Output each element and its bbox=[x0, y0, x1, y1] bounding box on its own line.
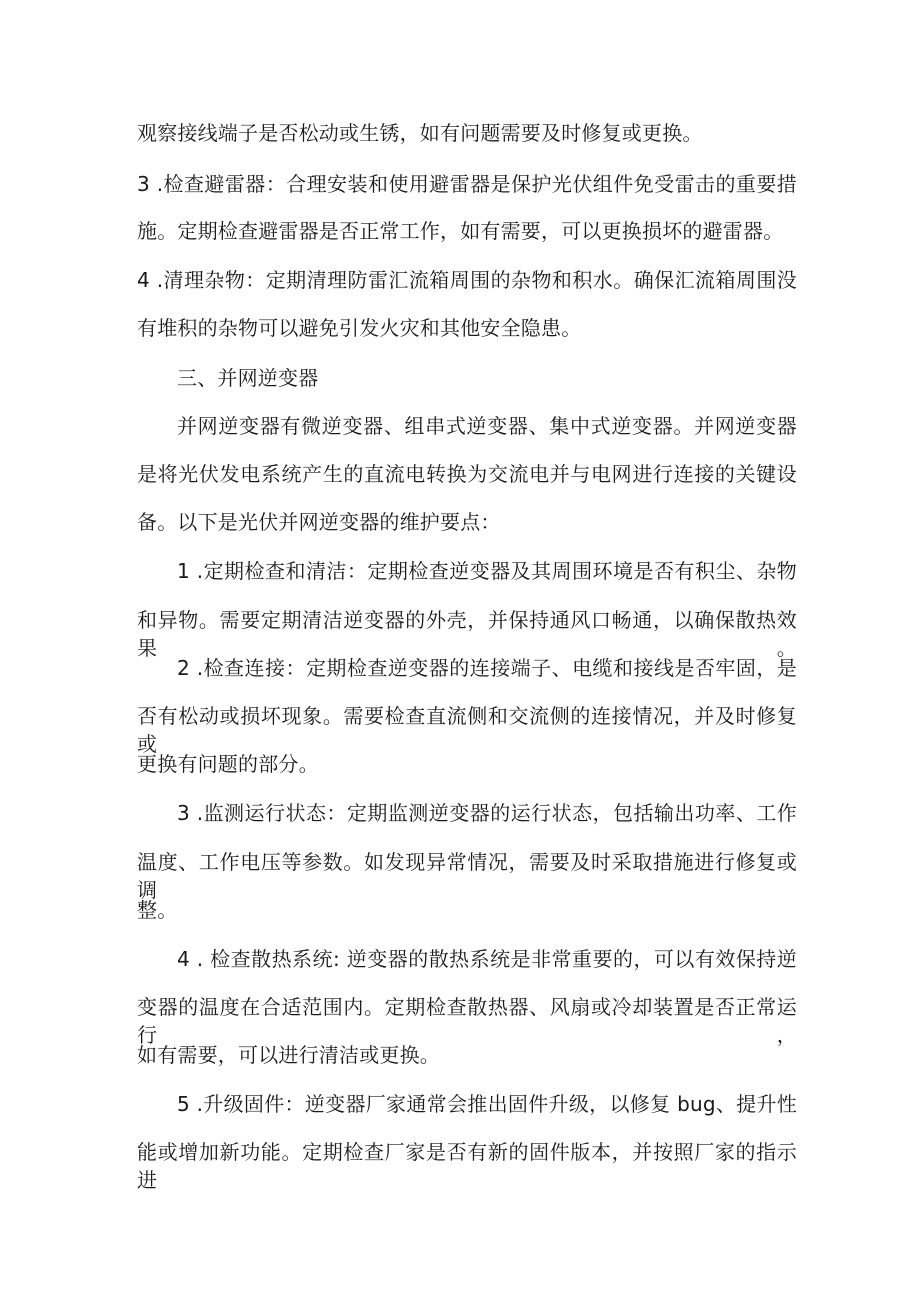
intro-line-3: 备。以下是光伏并网逆变器的维护要点： bbox=[137, 510, 501, 534]
item-1-line-1: 1 .定期检查和清洁：定期检查逆变器及其周围环境是否有积尘、杂物 bbox=[177, 559, 797, 583]
paragraph-line: 观察接线端子是否松动或生锈，如有问题需要及时修复或更换。 bbox=[137, 121, 703, 145]
item-4-line-2: 变器的温度在合适范围内。定期检查散热器、风扇或冷却装置是否正常运行， bbox=[137, 995, 797, 1047]
item-3-line-1: 3 .监测运行状态：定期监测逆变器的运行状态，包括输出功率、工作 bbox=[177, 801, 797, 825]
item-4-line-3: 如有需要，可以进行清洁或更换。 bbox=[137, 1043, 440, 1067]
item-3-line-2: 温度、工作电压等参数。如发现异常情况，需要及时采取措施进行修复或调 bbox=[137, 850, 797, 902]
item-2-line-2: 否有松动或损坏现象。需要检查直流侧和交流侧的连接情况，并及时修复或 bbox=[137, 704, 797, 756]
item-5-line-2: 能或增加新功能。定期检查厂家是否有新的固件版本，并按照厂家的指示进 bbox=[137, 1140, 797, 1192]
item-2-line-1: 2 .检查连接：定期检查逆变器的连接端子、电缆和接线是否牢固，是 bbox=[177, 656, 797, 680]
intro-line-1: 并网逆变器有微逆变器、组串式逆变器、集中式逆变器。并网逆变器 bbox=[177, 414, 797, 438]
section-heading: 三、并网逆变器 bbox=[177, 366, 319, 390]
item-1-line-2: 和异物。需要定期清洁逆变器的外壳，并保持通风口畅通，以确保散热效果。 bbox=[137, 608, 797, 660]
item-5-line-1: 5 .升级固件：逆变器厂家通常会推出固件升级，以修复 bug、提升性 bbox=[177, 1092, 797, 1116]
item-2-line-3: 更换有问题的部分。 bbox=[137, 752, 319, 776]
list-item-4-line-2: 有堆积的杂物可以避免引发火灾和其他安全隐患。 bbox=[137, 316, 582, 340]
item-3-line-3: 整。 bbox=[137, 898, 178, 922]
list-item-4-line-1: 4 .清理杂物：定期清理防雷汇流箱周围的杂物和积水。确保汇流箱周围没 bbox=[137, 268, 797, 292]
item-4-line-1: 4 . 检查散热系统: 逆变器的散热系统是非常重要的，可以有效保持逆 bbox=[177, 947, 797, 971]
intro-line-2: 是将光伏发电系统产生的直流电转换为交流电并与电网进行连接的关键设 bbox=[137, 462, 797, 486]
list-item-3-line-2: 施。定期检查避雷器是否正常工作，如有需要，可以更换损坏的避雷器。 bbox=[137, 219, 784, 243]
list-item-3-line-1: 3 .检查避雷器：合理安装和使用避雷器是保护光伏组件免受雷击的重要措 bbox=[137, 172, 797, 196]
